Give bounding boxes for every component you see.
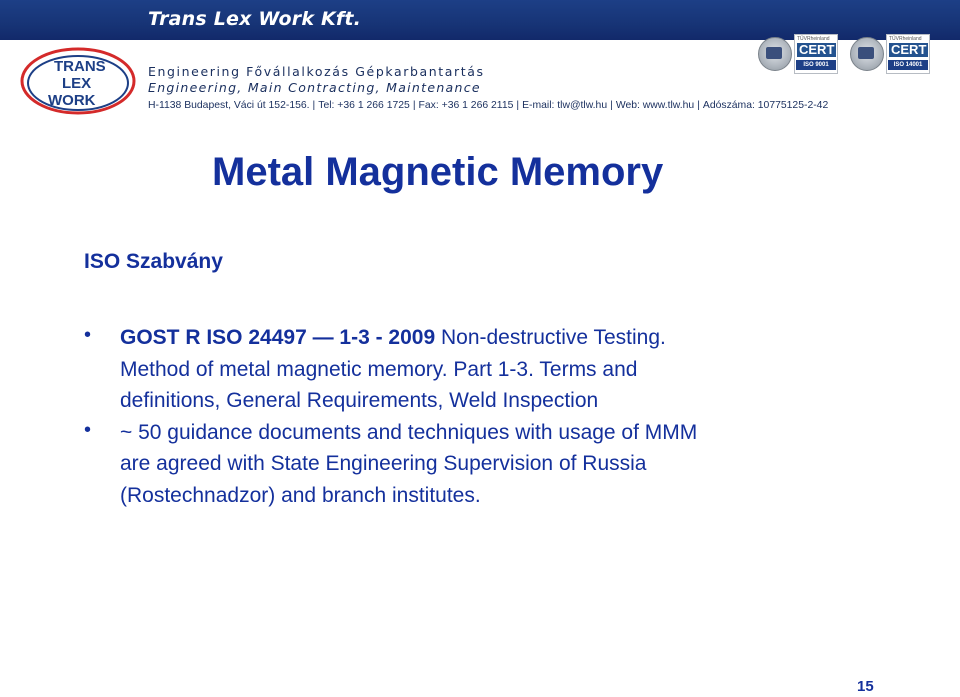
standard-code: GOST R ISO 24497 — 1-3 - 2009	[120, 326, 436, 349]
logo-line-work: WORK	[48, 92, 96, 109]
certificate-seal-icon	[758, 37, 792, 71]
contact-fax: Fax: +36 1 266 2115	[418, 100, 514, 111]
contact-email: E-mail: tlw@tlw.hu	[522, 100, 608, 111]
bullet-icon: •	[84, 324, 92, 346]
certificate-label: CERT	[891, 42, 927, 57]
slide-title: Metal Magnetic Memory	[212, 150, 664, 194]
bullet-item	[84, 417, 874, 512]
logo-line-lex: LEX	[62, 75, 92, 92]
logo-line-trans: TRANS	[54, 58, 106, 75]
contact-line: H-1138 Budapest, Váci út 152-156. | Tel: +36 1 266 1725 | Fax: +36 1 266 2115 | E-mail: tlw@tlw.hu | Web: www.tlw.hu | Adószáma: 10775125-2-42	[148, 100, 829, 111]
bullet-2-line-2: are agreed with State Engineering Supervision of Russia	[120, 452, 647, 475]
company-name: Trans Lex Work Kft.	[148, 8, 362, 30]
certificate-seal-icon	[850, 37, 884, 71]
standard-title-start: Non-destructive Testing.	[435, 326, 666, 349]
certificate-iso-14001	[850, 34, 926, 74]
tagline-english: Engineering, Main Contracting, Maintenance	[148, 80, 481, 95]
certificate-issuer: TÜVRheinland	[797, 36, 830, 42]
certificate-standard: ISO 14001	[888, 60, 928, 70]
bullet-2-line-3: (Rostechnadzor) and branch institutes.	[120, 483, 481, 507]
trans-lex-work-logo	[20, 47, 138, 115]
tagline-hungarian: Engineering Fővállalkozás Gépkarbantartás	[148, 64, 485, 79]
contact-tax-number: Adószáma: 10775125-2-42	[702, 100, 829, 111]
certificate-standard: ISO 9001	[796, 60, 836, 70]
slide-subtitle: ISO Szabvány	[84, 250, 223, 273]
certificate-issuer: TÜVRheinland	[889, 36, 922, 42]
bullet-icon: •	[84, 418, 92, 441]
bullet-1-line-2: Method of metal magnetic memory. Part 1-3. Terms and	[120, 357, 638, 381]
certificate-label: CERT	[799, 42, 835, 57]
contact-phone: Tel: +36 1 266 1725	[318, 100, 410, 111]
bullet-item	[84, 322, 874, 417]
contact-web: Web: www.tlw.hu	[615, 100, 695, 111]
certificate-iso-9001	[758, 34, 834, 74]
bullet-1-line-3: definitions, General Requirements, Weld Inspection	[120, 389, 599, 412]
contact-address: H-1138 Budapest, Váci út 152-156.	[148, 100, 310, 111]
bullet-1-line-1	[120, 322, 874, 354]
bullet-2-line-1: ~ 50 guidance documents and techniques with usage of MMM	[120, 420, 698, 444]
bullet-list	[84, 322, 874, 511]
page-number: 15	[857, 678, 874, 695]
